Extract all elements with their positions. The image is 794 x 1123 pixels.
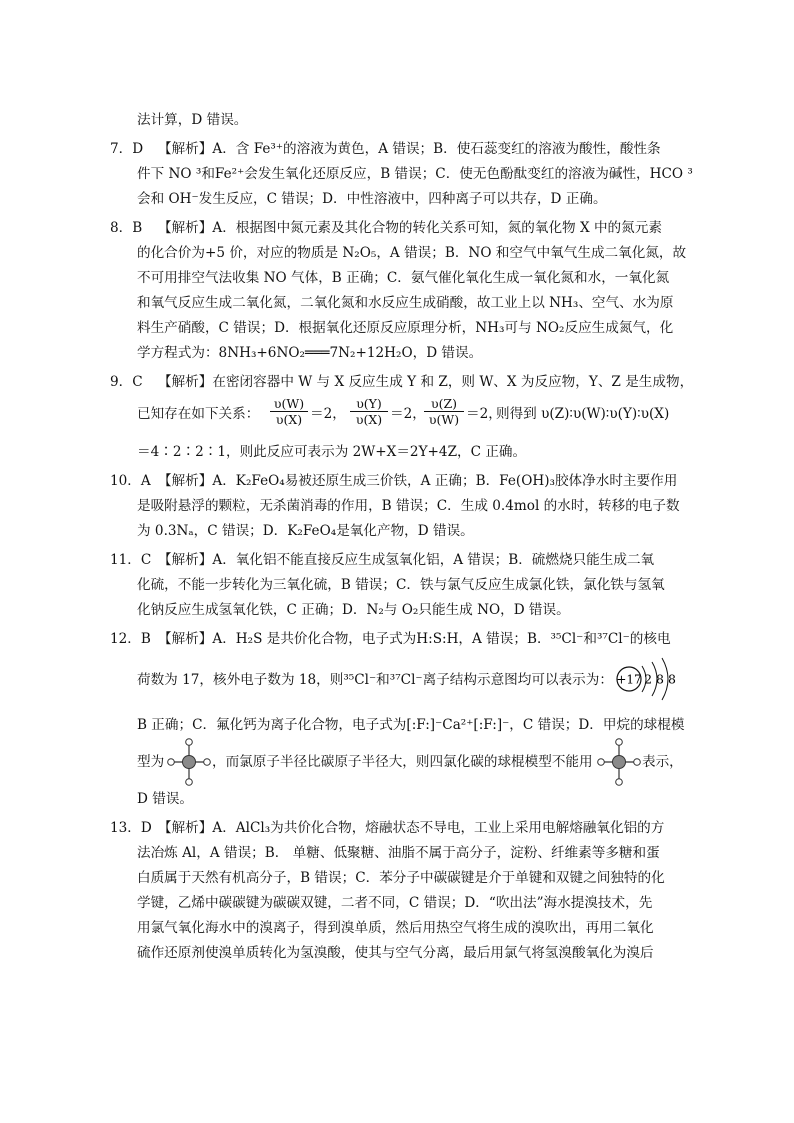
text-line: ，而氯原子半径比碳原子半径大，则四氯化碳的球棍模型不能用 [212, 754, 593, 770]
fraction-z-over-w [424, 396, 464, 427]
text-line: 法冶炼 Al，A 错误；B． 单糖、低聚糖、油脂不属于高分子，淀粉、纤维素等多糖和蛋 [137, 845, 660, 861]
fraction-y-over-x [350, 396, 388, 427]
text-line: 化钠反应生成氢氧化铁，C 正确；D．N₂与 O₂只能生成 NO，D 错误。 [137, 602, 570, 618]
text-line: 的化合价为+5 价，对应的物质是 N₂O₅，A 错误；B．NO 和空气中氧气生成二氧化氮，故 [137, 245, 687, 261]
question-number: 13．D [110, 820, 152, 836]
text-line: 【解析】A．根据图中氮元素及其化合物的转化关系可知，氮的氧化物 X 中的氮元素 [158, 220, 662, 236]
question-number: 11．C [110, 552, 152, 568]
text-line: 件下 NO ³和Fe²⁺会发生氧化还原反应，B 错误；C．使无色酚酞变红的溶液为碱性，HCO ³ [137, 166, 693, 182]
relation-eq: ＝2， [310, 406, 346, 422]
text-line: 【解析】A．AlCl₃为共价化合物，熔融状态不导电，工业上采用电解熔融氧化铝的方 [158, 820, 665, 836]
text-line: 是吸附悬浮的颗粒，无杀菌消毒的作用，B 错误；C．生成 0.4mol 的水时，转移的电子数 [137, 498, 680, 514]
text-line: 不可用排空气法收集 NO 气体，B 正确；C．氨气催化氧化生成一氧化氮和水，一氧化氮 [137, 270, 670, 286]
fraction-w-over-x [270, 396, 308, 427]
text-line: B 正确；C．氟化钙为离子化合物，电子式为[:F:]⁻Ca²⁺[:F:]⁻，C 错误；D．甲烷的球棍模 [137, 717, 685, 733]
text-line: 学方程式为：8NH₃+6NO₂═══7N₂+12H₂O，D 错误。 [137, 345, 483, 361]
fraction-denominator: υ(X) [350, 411, 388, 427]
ball-stick-model [596, 737, 642, 787]
question-number: 7．D [110, 141, 144, 157]
text-line: ＝4∶2∶2∶1，则此反应可表示为 2W+X＝2Y+4Z，C 正确。 [137, 444, 527, 460]
text-line: 型为 [137, 754, 165, 770]
question-number: 9．C [110, 374, 143, 390]
text-line: 用氯气氧化海水中的溴离子，得到溴单质，然后用热空气将生成的溴吹出，再用二氧化 [137, 920, 654, 936]
text-line: 化硫，不能一步转化为三氧化硫，B 错误；C．铁与氯气反应生成氯化铁，氯化铁与氢氧 [137, 577, 665, 593]
text-line: 【解析】在密闭容器中 W 与 X 反应生成 Y 和 Z，则 W、X 为反应物，Y、Z 是生成物， [158, 374, 694, 390]
text-line: 会和 OH⁻发生反应，C 错误；D．中性溶液中，四种离子可以共存，D 正确。 [137, 191, 607, 207]
question-number: 12．B [110, 631, 151, 647]
fraction-denominator: υ(X) [270, 411, 308, 427]
chloride-ion-structure-diagram [612, 654, 686, 704]
text-line: 【解析】A．K₂FeO₄易被还原生成三价铁，A 正确；B．Fe(OH)₃胶体净水时主要作用 [158, 473, 678, 489]
text-line: 【解析】A．含 Fe³⁺的溶液为黄色，A 错误；B．使石蕊变红的溶液为酸性，酸性条 [158, 141, 661, 157]
fraction-numerator: υ(Y) [356, 396, 382, 411]
relation-tail: 则得到 υ(Z)∶υ(W)∶υ(Y)∶υ(X) [496, 406, 670, 422]
nucleus-charge: +17 [616, 672, 642, 687]
fraction-numerator: υ(Z) [430, 396, 458, 411]
relation-eq: ＝2， [390, 406, 426, 422]
text-line: 硫作还原剂使溴单质转化为氢溴酸，使其与空气分离，最后用氯气将氢溴酸氧化为溴后 [137, 945, 654, 961]
text-line: 【解析】A．氧化铝不能直接反应生成氢氧化铝，A 错误；B．硫燃烧只能生成二氧 [158, 552, 655, 568]
fraction-numerator: υ(W) [273, 396, 305, 411]
text-line: 和氧气反应生成二氧化氮，二氧化氮和水反应生成硝酸，故工业上以 NH₃、空气、水为原 [137, 295, 674, 311]
text-line: 【解析】A．H₂S 是共价化合物，电子式为H:S:H，A 错误；B．³⁵Cl⁻和³⁷Cl⁻的核电 [158, 631, 671, 647]
relation-lead: 已知存在如下关系： [137, 406, 260, 422]
methane-ball-stick-model [166, 737, 212, 787]
relation-eq: ＝2， [466, 406, 502, 422]
text-line: 为 0.3Nₐ，C 错误；D．K₂FeO₄是氧化产物，D 错误。 [137, 523, 474, 539]
fraction-denominator: υ(W) [424, 411, 464, 427]
text-line: 料生产硝酸，C 错误；D．根据氧化还原反应原理分析，NH₃可与 NO₂反应生成氮气，化 [137, 320, 674, 336]
text-line: 表示， [642, 754, 683, 770]
question-number: 10．A [110, 473, 151, 489]
text-line: 学键，乙烯中碳碳键为碳碳双键，二者不同，C 错误；D．“吹出法”海水提溴技术，先 [137, 895, 653, 911]
text-line: 白质属于天然有机高分子，B 错误；C．苯分子中碳碳键是介于单键和双键之间独特的化 [137, 870, 665, 886]
shell-electron-counts: 2 8 8 [644, 671, 676, 687]
text-line: 荷数为 17，核外电子数为 18，则³⁵Cl⁻和³⁷Cl⁻离子结构示意图均可以表示为： [137, 672, 613, 688]
text-line: D 错误。 [137, 791, 194, 807]
question-number: 8．B [110, 220, 143, 236]
text-line: 法计算，D 错误。 [137, 112, 248, 128]
